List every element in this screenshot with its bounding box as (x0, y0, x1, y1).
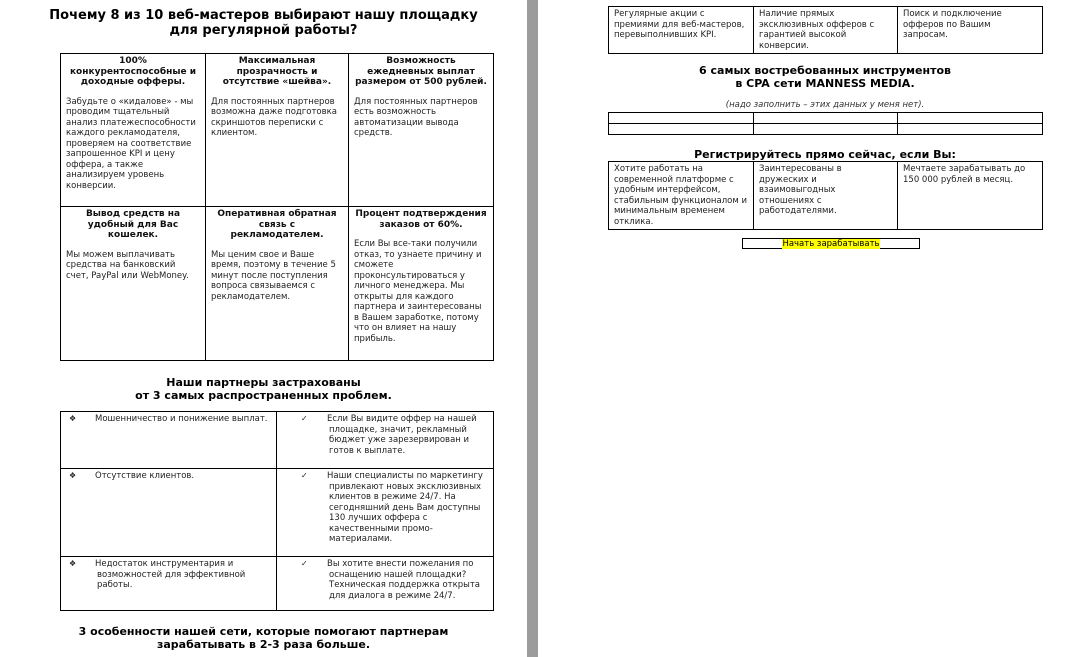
feature-title: 100% конкурентоспособные и доходные офферы. (69, 56, 197, 87)
empty-cell (898, 124, 1043, 135)
problem-cell (61, 412, 277, 469)
heading-register: Регистрируйтесь прямо сейчас, если Вы: (694, 148, 956, 161)
feature-body: Мы можем выплачивать средства на банковский счет, PayPal или WebMoney. (66, 249, 189, 281)
feature-cell (349, 54, 494, 207)
feature-cell (349, 207, 494, 361)
heading-network-features-line-2: зарабатывать в 2-3 раза больше. (156, 638, 371, 651)
empty-cell (609, 124, 754, 135)
feature-body: Мы ценим свое и Ваше время, поэтому в течение 5 минут после поступления вопроса связываемся с рекламодателем. (211, 249, 336, 302)
empty-cell (754, 113, 898, 124)
feature-cell (61, 207, 206, 361)
feature-cell (206, 54, 349, 207)
heading-insured (30, 376, 497, 402)
heading-why-choose-line-2: для регулярной работы? (169, 23, 358, 38)
diamond-bullet-icon: ❖ (69, 471, 77, 480)
diamond-bullet-icon: ❖ (69, 414, 77, 423)
solution-text: Вы хотите внести пожелания по оснащению нашей площадки? Техническая поддержка открыта для диалога в режиме 24/7. (327, 559, 481, 601)
problem-text: Недостаток инструментария и возможностей для эффективной работы. (95, 559, 246, 590)
feature-cell (206, 207, 349, 361)
register-table (608, 161, 1043, 230)
empty-cell (754, 124, 898, 135)
feature-title: Оперативная обратная связь с рекламодателем. (217, 209, 337, 240)
network-feature-cell: Поиск и подключение офферов по Вашим запросам. (898, 7, 1043, 54)
heading-insured-line-2: от 3 самых распространенных проблем. (135, 389, 392, 402)
network-feature-cell: Наличие прямых эксклюзивных офферов с гарантией высокой конверсии. (754, 7, 898, 54)
empty-cell (609, 113, 754, 124)
feature-title: Возможность ежедневных выплат размером от 500 рублей. (355, 56, 487, 87)
solution-cell (277, 469, 494, 557)
heading-network-features-line-1: 3 особенности нашей сети, которые помогают партнерам (78, 625, 449, 638)
document-page-1 (0, 0, 527, 657)
problem-cell (61, 557, 277, 611)
problem-text: Отсутствие клиентов. (95, 471, 195, 481)
solution-text: Если Вы видите оффер на нашей площадке, значит, рекламный бюджет уже зарезервирован и готов к выплате. (327, 414, 477, 456)
register-reason-cell: Заинтересованы в дружеских и взаимовыгодных отношениях с работодателями. (754, 162, 898, 230)
problem-text: Мошенничество и понижение выплат. (95, 414, 268, 424)
feature-body: Для постоянных партнеров возможна даже подготовка скриншотов переписки с клиентом. (211, 96, 337, 138)
network-features-table (608, 6, 1043, 54)
heading-tools-line-2: в CPA сети MANNESS MEDIA. (735, 77, 915, 90)
empty-cell (898, 113, 1043, 124)
heading-why-choose-line-1: Почему 8 из 10 веб-мастеров выбирают нашу площадку (49, 8, 478, 23)
heading-network-features (30, 625, 497, 651)
tools-table (608, 112, 1043, 135)
diamond-bullet-icon: ❖ (69, 559, 77, 568)
document-page-2 (538, 0, 1080, 657)
heading-tools (608, 64, 1042, 90)
heading-tools-line-1: 6 самых востребованных инструментов (699, 64, 951, 77)
heading-insured-line-1: Наши партнеры застрахованы (166, 376, 361, 389)
register-reason-cell: Хотите работать на современной платформе с удобным интерфейсом, стабильным функционалом и минимальным временем отклика. (609, 162, 754, 230)
placeholder-note: (надо заполнить – этих данных у меня нет). (725, 100, 925, 110)
start-earning-label: Начать зарабатывать (782, 239, 880, 249)
feature-title: Вывод средств на удобный для Вас кошелек. (85, 209, 181, 240)
network-feature-cell: Регулярные акции с премиями для веб-мастеров, перевыполнивших KPI. (609, 7, 754, 54)
features-table (60, 53, 494, 361)
checkmark-icon: ✓ (301, 414, 308, 423)
problems-table (60, 411, 494, 611)
checkmark-icon: ✓ (301, 471, 308, 480)
start-earning-button[interactable] (742, 238, 920, 249)
feature-cell (61, 54, 206, 207)
feature-body: Забудьте о «кидалове» - мы проводим тщательный анализ платежеспособности каждого рекламодателя, проверяем на соответствие запрошенное KPI и цену оффера, а также анализируем уровень конверсии. (66, 96, 196, 191)
feature-body: Для постоянных партнеров есть возможность автоматизации вывода средств. (354, 96, 478, 138)
solution-text: Наши специалисты по маркетингу привлекают новых эксклюзивных клиентов в режиме 24/7. На сегодняшний день Вам доступны 130 лучших оффера с качественными промо-материалами. (327, 471, 483, 544)
heading-why-choose (30, 8, 497, 38)
register-reason-cell: Мечтаете зарабатывать до 150 000 рублей в месяц. (898, 162, 1043, 230)
feature-title: Процент подтверждения заказов от 60%. (355, 209, 487, 230)
problem-cell (61, 469, 277, 557)
feature-title: Максимальная прозрачность и отсутствие «шейва». (222, 56, 332, 87)
checkmark-icon: ✓ (301, 559, 308, 568)
feature-body: Если Вы все-таки получили отказ, то узнаете причину и сможете проконсультироваться у личного менеджера. Мы открыты для каждого партнера и заинтересованы в Вашем заработке, потому что он влияет на нашу прибыль. (354, 239, 482, 344)
solution-cell (277, 412, 494, 469)
solution-cell (277, 557, 494, 611)
